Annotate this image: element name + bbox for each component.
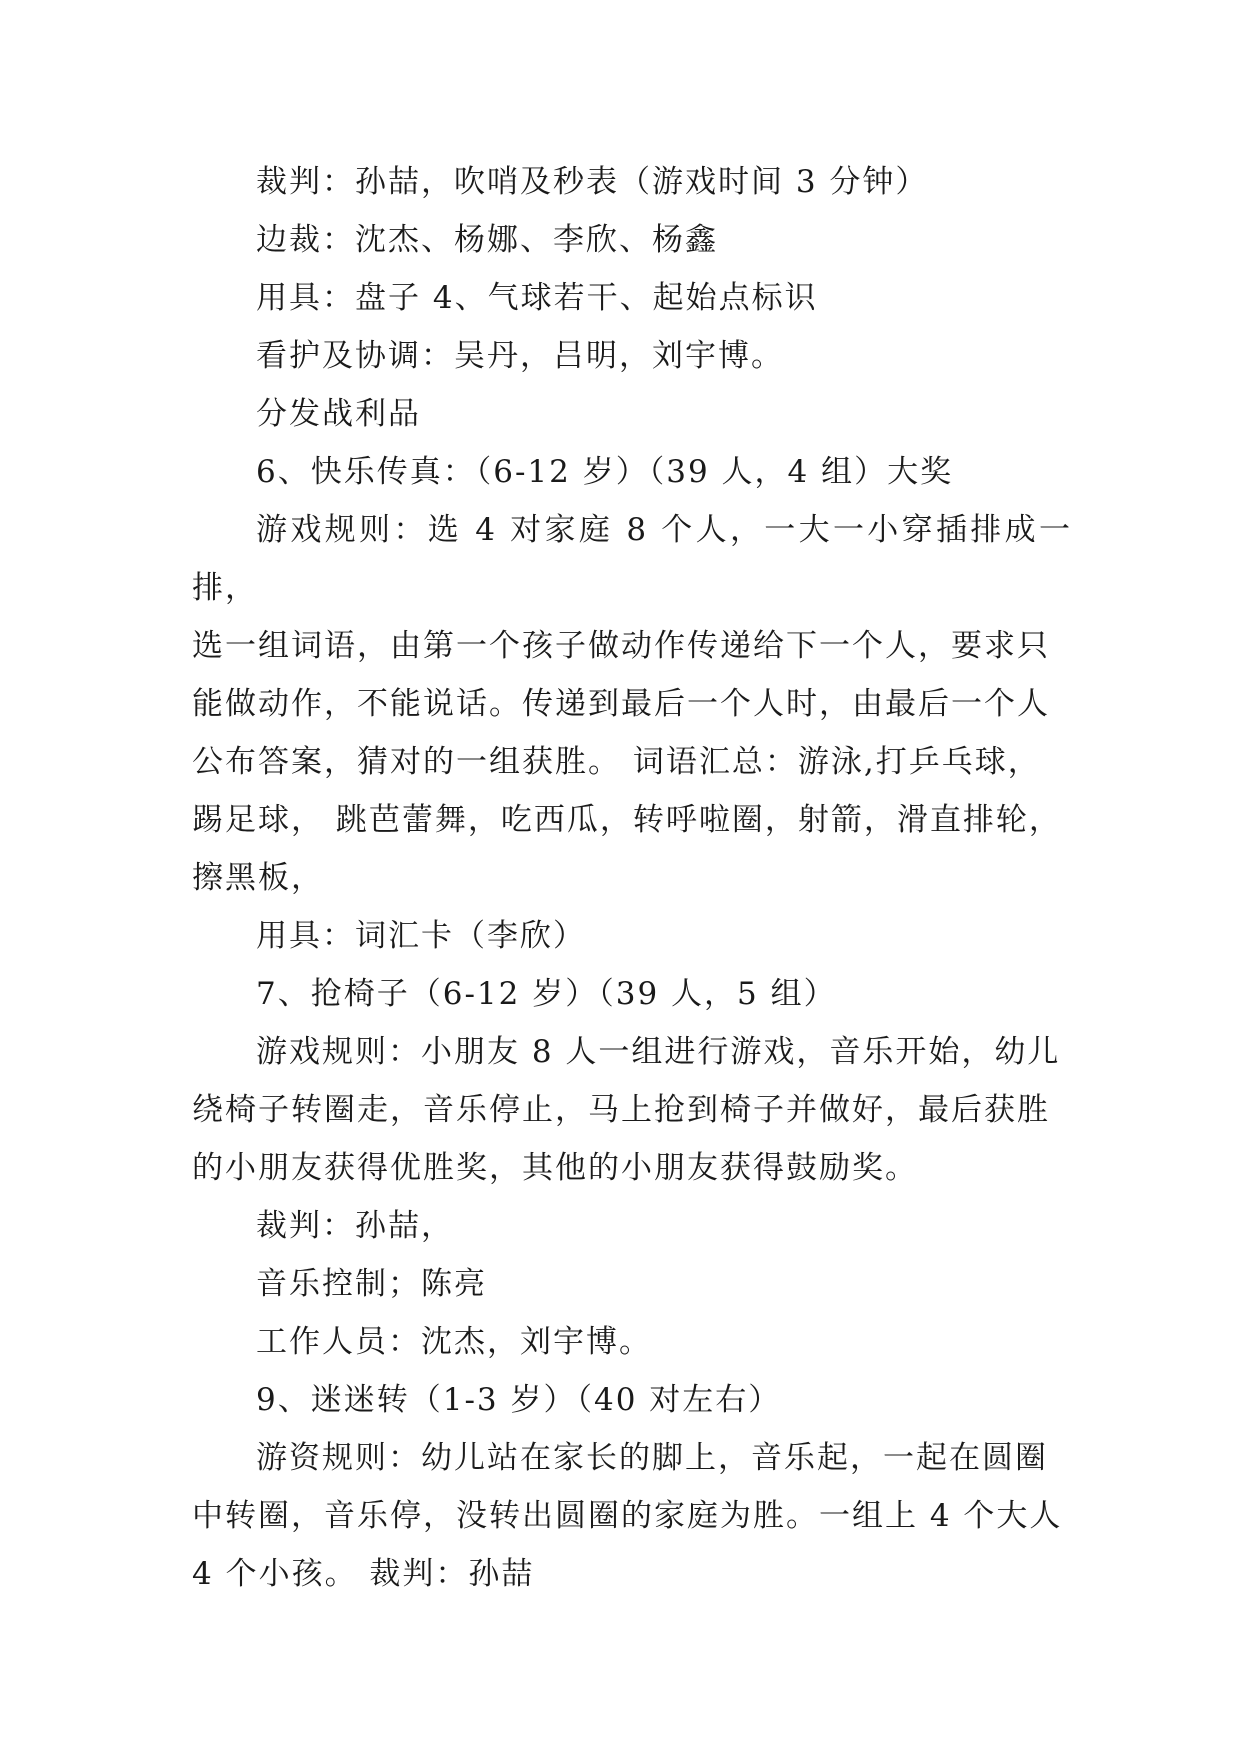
paragraph: [192, 211, 1072, 269]
paragraph: [192, 907, 1072, 965]
text-line: 边裁：沈杰、杨娜、李欣、杨鑫: [256, 222, 718, 258]
paragraph: [192, 1313, 1072, 1371]
text-line: 用具：盘子 4、气球若干、起始点标识: [256, 280, 818, 316]
paragraph: [192, 385, 1072, 443]
text-line: 6、快乐传真：（6-12 岁）（39 人，4 组）大奖: [256, 454, 954, 490]
text-line: 游戏规则：小朋友 8 人一组进行游戏，音乐开始，幼儿: [256, 1034, 1061, 1070]
paragraph: [192, 327, 1072, 385]
text-line: 中转圈，音乐停，没转出圆圈的家庭为胜。一组上 4 个大人: [192, 1498, 1063, 1534]
text-line: 游戏规则：选 4 对家庭 8 个人，一大一小穿插排成一排，: [192, 512, 1072, 606]
paragraph: [192, 153, 1072, 211]
text-line: 看护及协调：吴丹，吕明，刘宇博。: [256, 338, 784, 374]
paragraph: [192, 965, 1072, 1023]
text-line: 擦黑板，: [192, 860, 324, 896]
text-line: 音乐控制；陈亮: [256, 1266, 487, 1302]
paragraph: [192, 1429, 1072, 1603]
paragraph: [192, 269, 1072, 327]
text-line: 裁判：孙喆，: [256, 1208, 454, 1244]
text-line: 裁判：孙喆，吹哨及秒表（游戏时间 3 分钟）: [256, 164, 929, 200]
text-line: 用具：词汇卡（李欣）: [256, 918, 586, 954]
paragraph: [192, 1023, 1072, 1197]
text-line: 游资规则：幼儿站在家长的脚上，音乐起，一起在圆圈: [256, 1440, 1048, 1476]
text-line: 7、抢椅子（6-12 岁）（39 人，5 组）: [256, 976, 837, 1012]
text-line: 能做动作，不能说话。传递到最后一个人时，由最后一个人: [192, 686, 1050, 722]
text-line: 9、迷迷转（1-3 岁）（40 对左右）: [256, 1382, 782, 1418]
text-line: 踢足球， 跳芭蕾舞，吃西瓜，转呼啦圈，射箭，滑直排轮，: [192, 802, 1062, 838]
text-line: 4 个小孩。 裁判：孙喆: [192, 1556, 535, 1592]
paragraph: [192, 1197, 1072, 1255]
text-line: 工作人员：沈杰，刘宇博。: [256, 1324, 652, 1360]
paragraph: [192, 1371, 1072, 1429]
text-line: 的小朋友获得优胜奖，其他的小朋友获得鼓励奖。: [192, 1150, 918, 1186]
text-line: 绕椅子转圈走，音乐停止，马上抢到椅子并做好，最后获胜: [192, 1092, 1050, 1128]
document-body: [192, 153, 1072, 1603]
paragraph: [192, 443, 1072, 501]
paragraph: [192, 1255, 1072, 1313]
text-line: 分发战利品: [256, 396, 421, 432]
text-line: 选一组词语，由第一个孩子做动作传递给下一个人，要求只: [192, 628, 1050, 664]
paragraph: [192, 501, 1072, 907]
text-line: 公布答案，猜对的一组获胜。 词语汇总：游泳,打乒乓球，: [192, 744, 1041, 780]
